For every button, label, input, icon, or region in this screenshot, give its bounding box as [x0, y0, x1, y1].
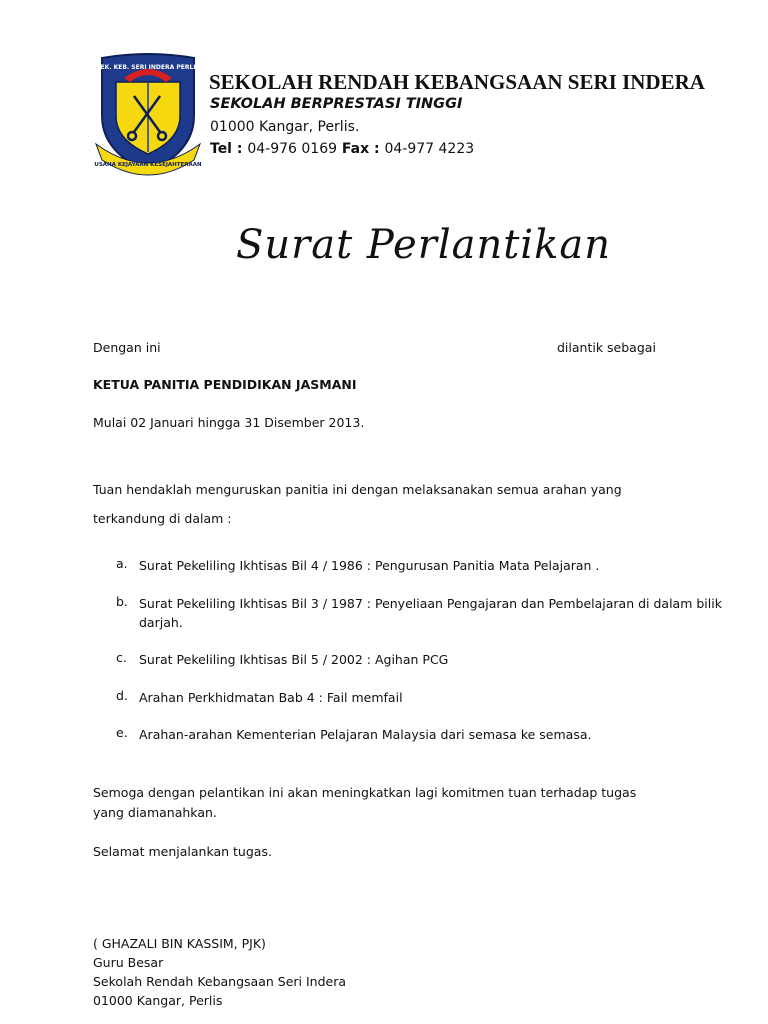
intro-right: dilantik sebagai — [557, 340, 656, 355]
school-name: SEKOLAH RENDAH KEBANGSAAN SERI INDERA — [209, 70, 705, 94]
list-text: Surat Pekeliling Ikhtisas Bil 4 / 1986 : Pengurusan Panitia Mata Pelajaran . — [139, 558, 600, 573]
school-motto: SEKOLAH BERPRESTASI TINGGI — [210, 96, 463, 112]
list-text: Surat Pekeliling Ikhtisas Bil 3 / 1987 : Penyeliaan Pengajaran dan Pembelajaran di dalam bilik darjah. — [139, 596, 722, 630]
signatory-role: Guru Besar — [93, 955, 164, 970]
intro-left: Dengan ini — [93, 340, 161, 355]
letter-title: Surat Perlantikan — [236, 222, 611, 268]
list-marker: b. — [116, 594, 128, 609]
closing-line-1: Semoga dengan pelantikan ini akan meningkatkan lagi komitmen tuan terhadap tugas — [93, 785, 637, 800]
appointment-period: Mulai 02 Januari hingga 31 Disember 2013. — [93, 415, 365, 430]
list-marker: a. — [116, 556, 128, 571]
instruction-line-2: terkandung di dalam : — [93, 511, 232, 526]
school-contact — [210, 141, 474, 157]
signatory-address: 01000 Kangar, Perlis — [93, 993, 223, 1008]
list-marker: d. — [116, 688, 128, 703]
list-marker: e. — [116, 725, 128, 740]
tel-label: Tel : — [210, 141, 248, 157]
signatory-school: Sekolah Rendah Kebangsaan Seri Indera — [93, 974, 347, 989]
farewell: Selamat menjalankan tugas. — [93, 844, 272, 859]
closing-line-2: yang diamanahkan. — [93, 805, 217, 820]
instruction-line-1: Tuan hendaklah menguruskan panitia ini dengan melaksanakan semua arahan yang — [93, 482, 622, 497]
fax-label: Fax : — [337, 141, 385, 157]
signatory-name: ( GHAZALI BIN KASSIM, PJK) — [93, 936, 266, 951]
list-marker: c. — [116, 650, 127, 665]
list-text: Arahan-arahan Kementerian Pelajaran Malaysia dari semasa ke semasa. — [139, 727, 592, 742]
crest-ribbon-text: USAHA KEJAYAAN KESEJAHTERAAN — [94, 162, 202, 168]
crest-top-text: SEK. KEB. SERI INDERA PERLIS — [96, 64, 200, 71]
list-text: Arahan Perkhidmatan Bab 4 : Fail memfail — [139, 690, 403, 705]
list-text: Surat Pekeliling Ikhtisas Bil 5 / 2002 : Agihan PCG — [139, 652, 449, 667]
fax-value: 04-977 4223 — [384, 141, 475, 157]
appointed-position: KETUA PANITIA PENDIDIKAN JASMANI — [93, 377, 357, 392]
school-crest-icon — [94, 52, 202, 178]
tel-value: 04-976 0169 — [247, 141, 338, 157]
school-address: 01000 Kangar, Perlis. — [210, 119, 360, 135]
